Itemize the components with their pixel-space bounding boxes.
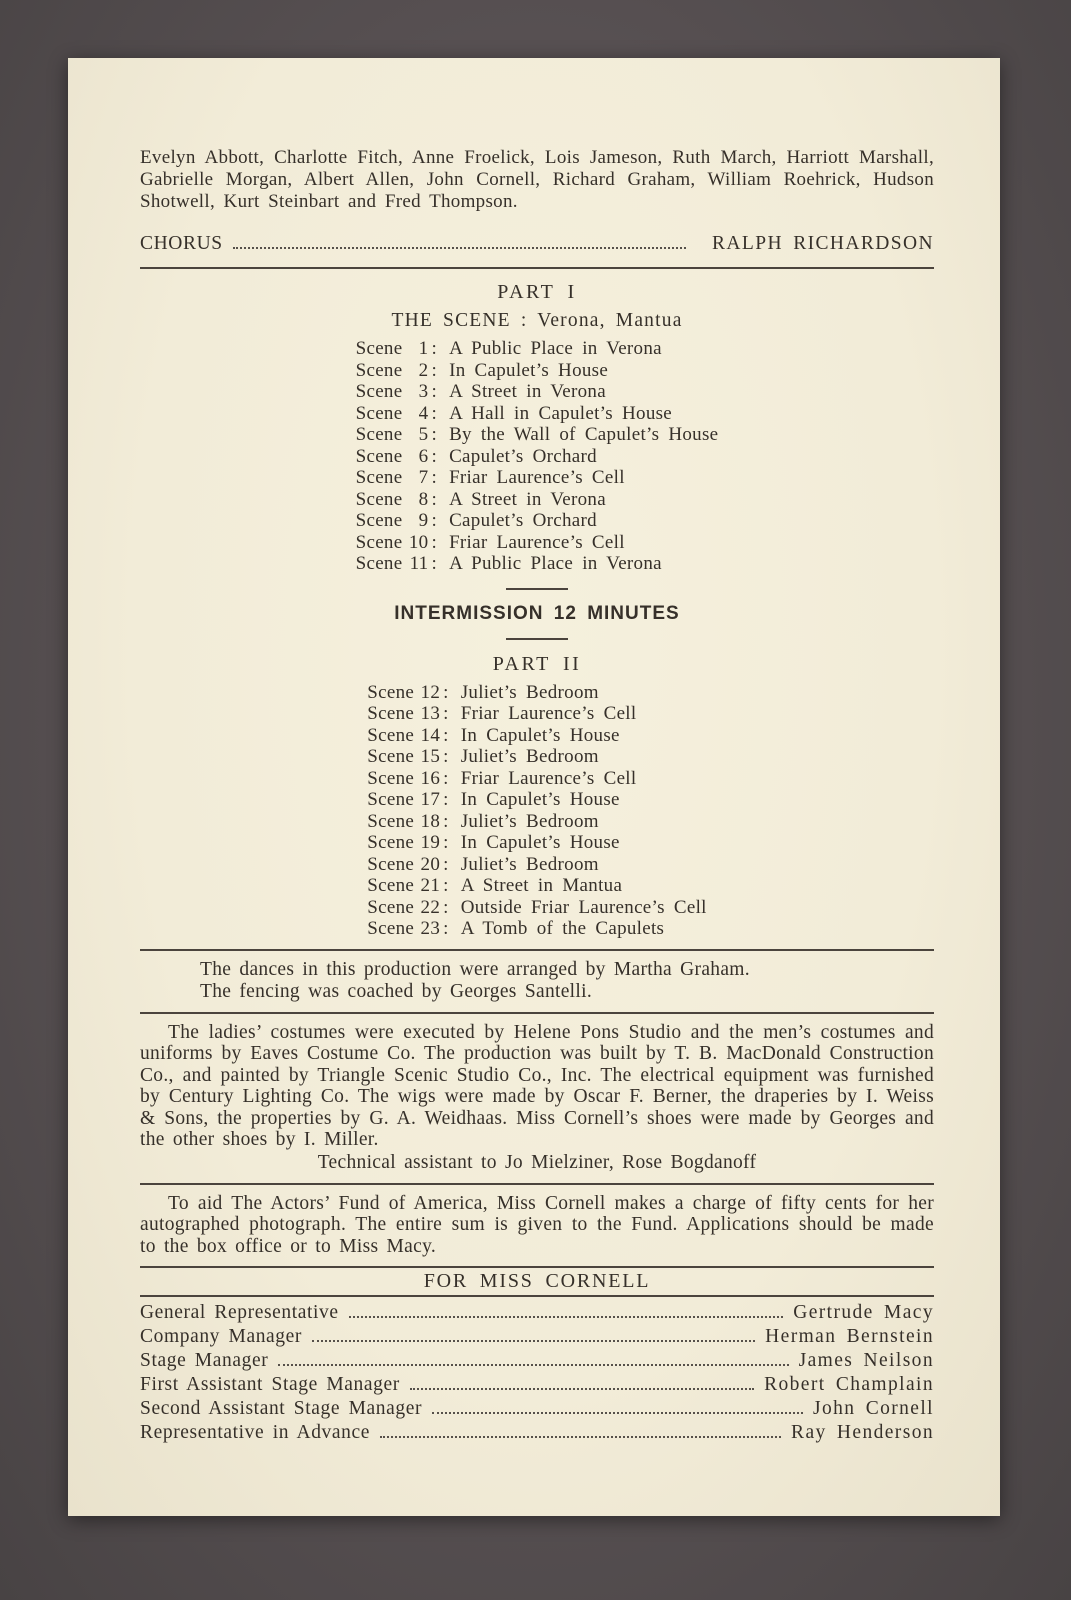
scene-list-part2 bbox=[367, 682, 706, 940]
credit-row bbox=[140, 1325, 934, 1349]
scene-number: 23 bbox=[420, 918, 441, 939]
scene-number: 22 bbox=[420, 896, 441, 918]
cast-paragraph: Evelyn Abbott, Charlotte Fitch, Anne Froelick, Lois Jameson, Ruth March, Harriott Marshall, Gabrielle Morgan, Albert Allen, John Cornell, Richard Graham, William Roehrick, Hudson Shotwell, Kurt Steinbart and Fred Thompson. bbox=[140, 147, 934, 212]
scene-number: 21 bbox=[420, 875, 441, 896]
scene-row bbox=[356, 532, 719, 554]
scene-colon: : bbox=[431, 531, 438, 553]
scene-list-part1 bbox=[356, 338, 719, 575]
scene-row bbox=[367, 854, 706, 876]
credit-row bbox=[140, 1397, 934, 1421]
scene-row bbox=[367, 875, 706, 897]
scene-word: Scene bbox=[355, 381, 403, 402]
scene-row bbox=[356, 403, 719, 425]
scene-row bbox=[356, 553, 719, 575]
scene-colon: : bbox=[431, 488, 438, 510]
scene-word: Scene bbox=[355, 338, 403, 359]
credit-name: John Cornell bbox=[812, 1398, 934, 1419]
scene-number: 13 bbox=[420, 703, 441, 724]
short-divider-rule bbox=[506, 588, 568, 590]
intermission-heading: INTERMISSION 12 MINUTES bbox=[394, 602, 680, 624]
scene-word: Scene bbox=[355, 359, 403, 381]
scene-row bbox=[356, 489, 719, 511]
scene-colon: : bbox=[431, 359, 438, 381]
scene-description: A Tomb of the Capulets bbox=[460, 918, 665, 939]
scene-description: A Public Place in Verona bbox=[449, 553, 662, 574]
credit-role: General Representative bbox=[140, 1302, 339, 1323]
scene-description: Capulet’s Orchard bbox=[449, 445, 597, 467]
leader-dots bbox=[312, 1340, 755, 1342]
scene-row bbox=[356, 467, 719, 489]
leader-dots bbox=[233, 247, 686, 249]
credit-role: Company Manager bbox=[140, 1326, 303, 1347]
scene-number: 9 bbox=[418, 510, 429, 531]
scene-number: 17 bbox=[420, 789, 441, 810]
scene-colon: : bbox=[431, 402, 438, 424]
credit-name: Robert Champlain bbox=[764, 1374, 934, 1395]
scene-word: Scene bbox=[367, 703, 415, 724]
scene-description: A Street in Mantua bbox=[460, 875, 623, 896]
scene-word: Scene bbox=[355, 553, 403, 574]
divider-rule bbox=[140, 949, 934, 951]
scene-colon: : bbox=[443, 918, 449, 939]
scene-description: Capulet’s Orchard bbox=[449, 510, 597, 531]
scene-description: Outside Friar Laurence’s Cell bbox=[460, 896, 707, 918]
scene-row bbox=[367, 811, 706, 833]
dances-note-line2: The fencing was coached by Georges Santelli. bbox=[200, 980, 593, 1002]
scene-number: 14 bbox=[420, 724, 441, 746]
scene-description: In Capulet’s House bbox=[460, 724, 620, 746]
scene-colon: : bbox=[443, 896, 449, 918]
scene-word: Scene bbox=[367, 896, 415, 918]
scene-word: Scene bbox=[367, 875, 415, 896]
short-divider-rule bbox=[506, 638, 568, 640]
scene-description: Friar Laurence’s Cell bbox=[449, 531, 625, 553]
part1-title: PART I bbox=[497, 281, 577, 303]
dances-note-line1: The dances in this production were arranged by Martha Graham. bbox=[200, 958, 750, 980]
scene-description: Juliet’s Bedroom bbox=[460, 810, 599, 832]
scene-number: 15 bbox=[420, 746, 441, 767]
scene-description: In Capulet’s House bbox=[460, 789, 620, 810]
scene-number: 3 bbox=[418, 381, 429, 402]
scene-colon: : bbox=[431, 338, 438, 359]
scene-word: Scene bbox=[355, 424, 403, 445]
scene-number: 18 bbox=[420, 810, 441, 832]
scene-row bbox=[367, 832, 706, 854]
production-note: The ladies’ costumes were executed by Helene Pons Studio and the men’s costumes and uniforms by Eaves Costume Co. The production was built by T. B. MacDonald Construction Co., and painted by Triangle Scenic Studio Co., Inc. The electrical equipment was furnished by Century Lighting Co. The wigs were made by Oscar F. Berner, the draperies by I. Weiss & Sons, the properties by G. A. Weidhaas. Miss Cornell’s shoes were made by Georges and the other shoes by I. Miller. bbox=[140, 1021, 934, 1150]
scene-number: 11 bbox=[409, 553, 429, 574]
scene-word: Scene bbox=[367, 789, 415, 810]
scene-number: 6 bbox=[418, 445, 429, 467]
scene-row bbox=[356, 424, 719, 446]
scene-colon: : bbox=[431, 445, 438, 467]
technical-assistant-note: Technical assistant to Jo Mielziner, Rose Bogdanoff bbox=[317, 1151, 757, 1173]
chorus-name: RALPH RICHARDSON bbox=[712, 233, 934, 254]
scene-description: Friar Laurence’s Cell bbox=[460, 703, 637, 724]
scene-row bbox=[356, 510, 719, 532]
scene-colon: : bbox=[443, 767, 449, 789]
scene-row bbox=[367, 682, 706, 704]
scene-colon: : bbox=[431, 553, 438, 574]
scene-word: Scene bbox=[367, 724, 415, 746]
scene-word: Scene bbox=[367, 832, 415, 853]
credit-role: First Assistant Stage Manager bbox=[140, 1374, 400, 1395]
credit-row bbox=[140, 1301, 934, 1325]
scene-row bbox=[367, 703, 706, 725]
scene-description: In Capulet’s House bbox=[460, 832, 620, 853]
scene-description: A Street in Verona bbox=[449, 381, 606, 402]
credit-role: Second Assistant Stage Manager bbox=[140, 1398, 423, 1419]
credits-heading: FOR MISS CORNELL bbox=[423, 1270, 651, 1292]
scene-row bbox=[367, 918, 706, 940]
scene-word: Scene bbox=[367, 918, 415, 939]
credit-row bbox=[140, 1421, 934, 1445]
scene-colon: : bbox=[443, 703, 449, 724]
scene-setting-line: THE SCENE : Verona, Mantua bbox=[391, 310, 683, 331]
scene-word: Scene bbox=[355, 467, 403, 488]
scene-row bbox=[367, 897, 706, 919]
scene-description: Juliet’s Bedroom bbox=[460, 746, 599, 767]
scene-word: Scene bbox=[367, 767, 415, 789]
credit-row bbox=[140, 1373, 934, 1397]
divider-rule bbox=[140, 1012, 934, 1014]
leader-dots bbox=[410, 1388, 754, 1390]
credits-list bbox=[140, 1301, 934, 1445]
scene-number: 1 bbox=[418, 338, 429, 359]
scene-row bbox=[356, 360, 719, 382]
scene-row bbox=[367, 789, 706, 811]
credit-role: Stage Manager bbox=[140, 1350, 269, 1371]
scene-row bbox=[367, 725, 706, 747]
leader-dots bbox=[380, 1436, 781, 1438]
scene-number: 16 bbox=[420, 767, 441, 789]
scene-word: Scene bbox=[367, 810, 415, 832]
scene-colon: : bbox=[443, 810, 449, 832]
scene-colon: : bbox=[443, 832, 449, 853]
scene-description: A Street in Verona bbox=[449, 488, 606, 510]
leader-dots bbox=[432, 1412, 803, 1414]
scene-word: Scene bbox=[355, 445, 403, 467]
divider-rule bbox=[140, 267, 934, 269]
scene-number: 8 bbox=[418, 488, 429, 510]
credit-name: Ray Henderson bbox=[791, 1422, 934, 1443]
divider-rule bbox=[140, 1266, 934, 1268]
scene-colon: : bbox=[431, 381, 438, 402]
scene-number: 19 bbox=[420, 832, 441, 853]
chorus-row bbox=[140, 232, 934, 256]
credit-name: Herman Bernstein bbox=[765, 1326, 934, 1347]
scene-colon: : bbox=[431, 424, 438, 445]
fund-note: To aid The Actors’ Fund of America, Miss Cornell makes a charge of fifty cents for her autographed photograph. The entire sum is given to the Fund. Applications should be made to the box office or to Miss Macy. bbox=[140, 1192, 934, 1257]
scene-row bbox=[356, 446, 719, 468]
credit-row bbox=[140, 1349, 934, 1373]
credit-name: James Neilson bbox=[798, 1350, 934, 1371]
scene-description: Friar Laurence’s Cell bbox=[449, 467, 625, 488]
leader-dots bbox=[278, 1364, 788, 1366]
scene-description: A Hall in Capulet’s House bbox=[449, 402, 673, 424]
scene-word: Scene bbox=[355, 510, 403, 531]
scene-row bbox=[356, 338, 719, 360]
scene-colon: : bbox=[431, 467, 438, 488]
scene-row bbox=[367, 746, 706, 768]
scene-description: By the Wall of Capulet’s House bbox=[449, 424, 719, 445]
scene-word: Scene bbox=[355, 402, 403, 424]
scene-word: Scene bbox=[355, 488, 403, 510]
scene-word: Scene bbox=[367, 746, 415, 767]
part2-title: PART II bbox=[492, 652, 582, 675]
credit-role: Representative in Advance bbox=[140, 1422, 371, 1443]
leader-dots bbox=[349, 1316, 784, 1318]
scene-word: Scene bbox=[367, 853, 415, 875]
scene-colon: : bbox=[443, 724, 449, 746]
scene-number: 4 bbox=[418, 402, 429, 424]
divider-rule bbox=[140, 1183, 934, 1185]
scene-colon: : bbox=[443, 853, 449, 875]
scene-word: Scene bbox=[367, 681, 415, 703]
scene-word: Scene bbox=[355, 531, 403, 553]
scene-description: In Capulet’s House bbox=[449, 359, 609, 381]
scene-colon: : bbox=[443, 875, 449, 896]
dances-note bbox=[140, 959, 934, 1003]
scene-number: 5 bbox=[418, 424, 429, 445]
scene-row bbox=[367, 768, 706, 790]
scene-colon: : bbox=[443, 746, 449, 767]
scene-description: Juliet’s Bedroom bbox=[460, 853, 599, 875]
chorus-label: CHORUS bbox=[140, 233, 223, 254]
scene-number: 10 bbox=[408, 531, 429, 553]
program-page bbox=[68, 58, 1000, 1516]
scene-description: Friar Laurence’s Cell bbox=[460, 767, 637, 789]
scene-colon: : bbox=[443, 681, 449, 703]
credit-name: Gertrude Macy bbox=[793, 1302, 934, 1323]
scene-number: 12 bbox=[420, 681, 441, 703]
scene-colon: : bbox=[443, 789, 449, 810]
scene-description: A Public Place in Verona bbox=[449, 338, 662, 359]
scene-colon: : bbox=[431, 510, 438, 531]
scene-description: Juliet’s Bedroom bbox=[460, 681, 599, 703]
scene-row bbox=[356, 381, 719, 403]
scene-number: 2 bbox=[418, 359, 429, 381]
scene-number: 7 bbox=[418, 467, 429, 488]
divider-rule bbox=[140, 1295, 934, 1297]
scene-number: 20 bbox=[420, 853, 441, 875]
